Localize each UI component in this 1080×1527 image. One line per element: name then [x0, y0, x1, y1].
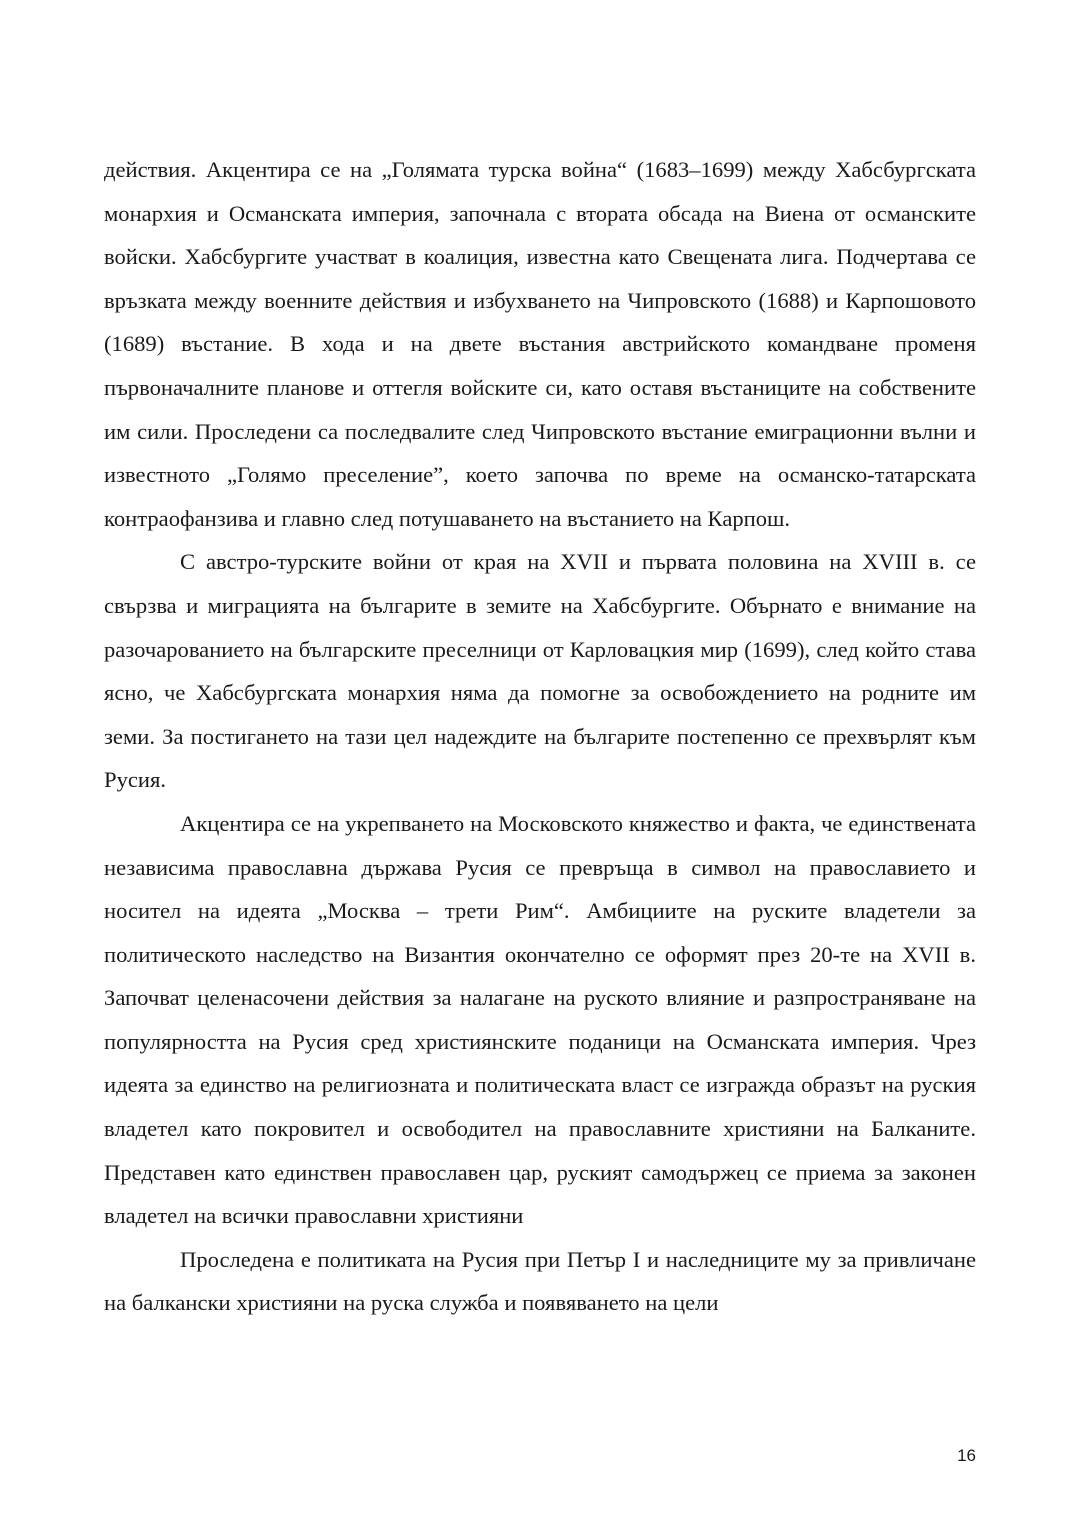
- paragraph-3: Акцентира се на укрепването на Московското княжество и факта, че единствената независима православна държава Русия се превръща в символ на православието и носител на идеята „Москва – трети Рим“. Амбициите на руските владетели за политическото наследство на Византия окончателно се оформят през 20-те на XVII в. Започват целенасочени действия за налагане на руското влияние и разпространяване на популярността на Русия сред християнските поданици на Османската империя. Чрез идеята за единство на религиозната и политическата власт се изгражда образът на руския владетел като покровител и освободител на православните християни на Балканите. Представен като единствен православен цар, руският самодържец се приема за законен владетел на всички православни християни: [104, 810, 976, 1229]
- paragraph-4: Проследена е политиката на Русия при Петър I и наследниците му за привличане на балкански християни на руска служба и появяването на цели: [104, 1246, 976, 1316]
- paragraph-1: действия. Акцентира се на „Голямата турска война“ (1683–1699) между Хабсбургската монархия и Османската империя, започнала с втората обсада на Виена от османските войски. Хабсбургите участват в коалиция, известна като Свещената лига. Подчертава се връзката между военните действия и избухването на Чипровското (1688) и Карпошовото (1689) въстание. В хода и на двете въстания австрийското командване променя първоначалните планове и оттегля войските си, като оставя въстаниците на собствените им сили. Проследени са последвалите след Чипровското въстание емиграционни вълни и известното „Голямо преселение”, което започва по време на османско-татарската контраофанзива и главно след потушаването на въстанието на Карпош.: [104, 157, 976, 531]
- page-number: 16: [957, 1446, 976, 1465]
- paragraph-2: С австро-турските войни от края на XVII и първата половина на XVIII в. се свързва и миграцията на българите в земите на Хабсбургите. Обърнато е внимание на разочарованието на българските преселници от Карловацкия мир (1699), след който става ясно, че Хабсбургската монархия няма да помогне за освобождението на родните им земи. За постигането на тази цел надеждите на българите постепенно се прехвърлят към Русия.: [104, 549, 976, 793]
- text-body: [104, 148, 976, 1325]
